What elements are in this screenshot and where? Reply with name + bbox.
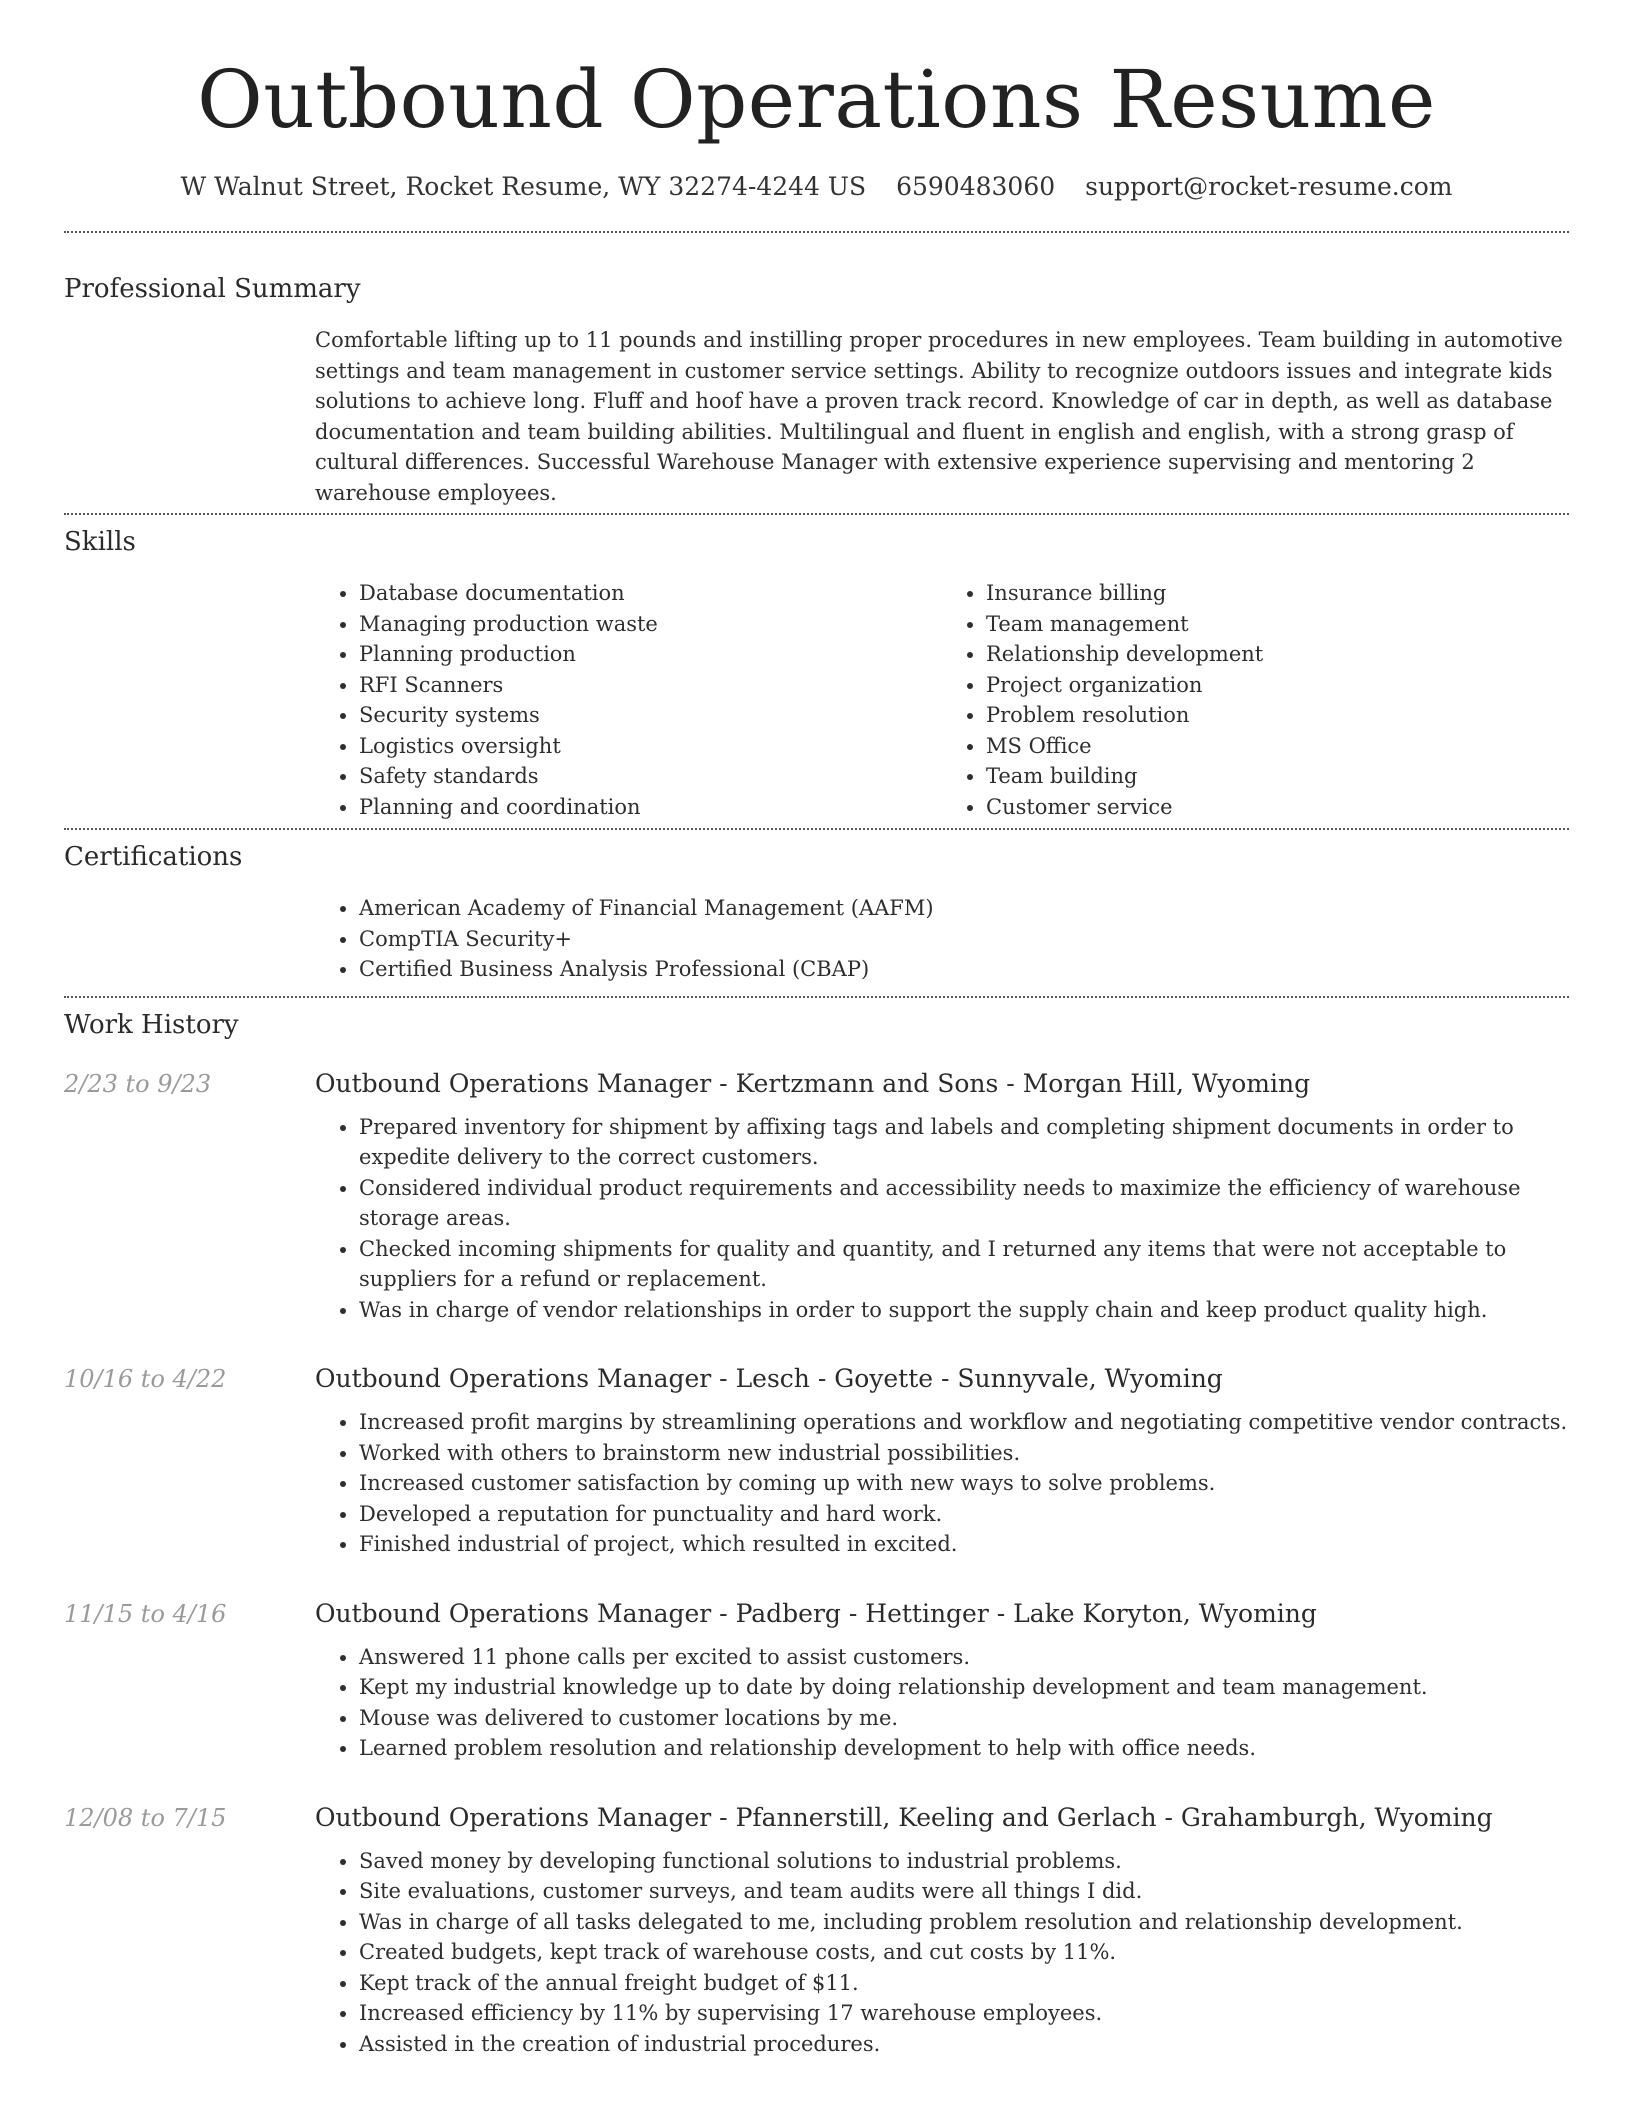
job-bullet: • Increased efficiency by 11% by supervising 17 warehouse employees. (359, 1998, 1569, 2029)
skills-heading: Skills (64, 527, 136, 557)
job-bullet: • Assisted in the creation of industrial procedures. (359, 2029, 1569, 2060)
job-bullets (315, 1642, 1569, 1764)
certification-item: • CompTIA Security+ (359, 924, 1569, 955)
contact-email: support@rocket-resume.com (1085, 172, 1453, 201)
summary-text: Comfortable lifting up to 11 pounds and instilling proper procedures in new employees. Team building in automotive settings and team management in customer service settings. Ability to recognize outdoors issues and integrate kids solutions to achieve long. Fluff and hoof have a proven track record. Knowledge of car in depth, as well as database documentation and team building abilities. Multilingual and fluent in english and english, with a strong grasp of cultural differences. Successful Warehouse Manager with extensive experience supervising and mentoring 2 warehouse employees. (315, 328, 1563, 505)
section-divider (64, 828, 1569, 830)
job-bullet: • Prepared inventory for shipment by affixing tags and labels and completing shipment documents in order to expedite delivery to the correct customers. (359, 1112, 1569, 1173)
job-bullet: • Increased customer satisfaction by coming up with new ways to solve problems. (359, 1468, 1569, 1499)
skill-item: • Managing production waste (359, 609, 942, 640)
job-dates: 10/16 to 4/22 (64, 1365, 227, 1393)
skill-item: • Relationship development (986, 639, 1569, 670)
skills-list (315, 578, 1569, 822)
section-divider (64, 513, 1569, 515)
job-bullet: • Created budgets, kept track of warehouse costs, and cut costs by 11%. (359, 1937, 1569, 1968)
certification-item: • Certified Business Analysis Professional (CBAP) (359, 954, 1569, 985)
certification-item: • American Academy of Financial Management (AAFM) (359, 893, 1569, 924)
job-details (315, 1802, 1569, 2060)
skill-item: • Planning production (359, 639, 942, 670)
job-bullet: • Saved money by developing functional solutions to industrial problems. (359, 1846, 1569, 1877)
job-details (315, 1598, 1569, 1764)
job-title: Outbound Operations Manager - Padberg - Hettinger - Lake Koryton, Wyoming (315, 1598, 1317, 1628)
contact-line (64, 170, 1569, 204)
job-bullet: • Was in charge of vendor relationships in order to support the supply chain and keep product quality high. (359, 1295, 1569, 1326)
job-title: Outbound Operations Manager - Kertzmann and Sons - Morgan Hill, Wyoming (315, 1068, 1311, 1098)
skill-item: • Security systems (359, 700, 942, 731)
resume-page (64, 0, 1569, 2059)
job-bullets (315, 1846, 1569, 2060)
job-dates: 11/15 to 4/16 (64, 1599, 227, 1628)
job-bullet: • Kept track of the annual freight budget of $11. (359, 1968, 1569, 1999)
section-divider (64, 996, 1569, 998)
job-title: Outbound Operations Manager - Lesch - Goyette - Sunnyvale, Wyoming (315, 1364, 1223, 1393)
job-bullet: • Checked incoming shipments for quality and quantity, and I returned any items that were not acceptable to suppliers for a refund or replacement. (359, 1234, 1569, 1295)
summary-heading: Professional Summary (64, 274, 361, 304)
work-history-heading: Work History (64, 1009, 239, 1040)
skill-item: • Project organization (986, 670, 1569, 701)
skill-item: • Problem resolution (986, 700, 1569, 731)
job-bullet: • Finished industrial of project, which resulted in excited. (359, 1529, 1569, 1560)
job-bullet: • Developed a reputation for punctuality and hard work. (359, 1499, 1569, 1530)
skill-item: • Database documentation (359, 578, 942, 609)
skill-item: • Team building (986, 761, 1569, 792)
skill-item: • MS Office (986, 731, 1569, 762)
section-divider (64, 231, 1569, 233)
skill-item: • RFI Scanners (359, 670, 942, 701)
job-bullets (315, 1407, 1569, 1560)
job-bullet: • Considered individual product requirements and accessibility needs to maximize the efficiency of warehouse storage areas. (359, 1173, 1569, 1234)
job-dates: 2/23 to 9/23 (64, 1069, 212, 1098)
job-bullet: • Kept my industrial knowledge up to date by doing relationship development and team management. (359, 1672, 1569, 1703)
job-bullet: • Increased profit margins by streamlining operations and workflow and negotiating competitive vendor contracts. (359, 1407, 1569, 1438)
skill-item: • Customer service (986, 792, 1569, 823)
job-dates: 12/08 to 7/15 (64, 1803, 227, 1832)
skill-item: • Safety standards (359, 761, 942, 792)
job-details (315, 1363, 1569, 1560)
certifications-list (315, 893, 1569, 985)
page-title: Outbound Operations Resume (197, 53, 1436, 146)
job-bullet: • Worked with others to brainstorm new industrial possibilities. (359, 1438, 1569, 1469)
job-title: Outbound Operations Manager - Pfannerstill, Keeling and Gerlach - Grahamburgh, Wyoming (315, 1802, 1493, 1832)
skill-item: • Insurance billing (986, 578, 1569, 609)
job-bullets (315, 1112, 1569, 1326)
job-bullet: • Was in charge of all tasks delegated to me, including problem resolution and relationship development. (359, 1907, 1569, 1938)
job-bullet: • Answered 11 phone calls per excited to assist customers. (359, 1642, 1569, 1673)
job-bullet: • Site evaluations, customer surveys, and team audits were all things I did. (359, 1876, 1569, 1907)
job-bullet: • Mouse was delivered to customer locations by me. (359, 1703, 1569, 1734)
job-entry (64, 1802, 1569, 2060)
skills-column-left (315, 578, 942, 822)
contact-address: W Walnut Street, Rocket Resume, WY 32274-4244 US (180, 172, 867, 201)
certifications-heading: Certifications (64, 842, 243, 872)
skill-item: • Team management (986, 609, 1569, 640)
skills-column-right (942, 578, 1569, 822)
skill-item: • Planning and coordination (359, 792, 942, 823)
contact-phone: 6590483060 (896, 172, 1056, 201)
job-entry (64, 1068, 1569, 1326)
job-entry (64, 1363, 1569, 1560)
job-details (315, 1068, 1569, 1326)
skill-item: • Logistics oversight (359, 731, 942, 762)
job-entry (64, 1598, 1569, 1764)
job-bullet: • Learned problem resolution and relationship development to help with office needs. (359, 1733, 1569, 1764)
